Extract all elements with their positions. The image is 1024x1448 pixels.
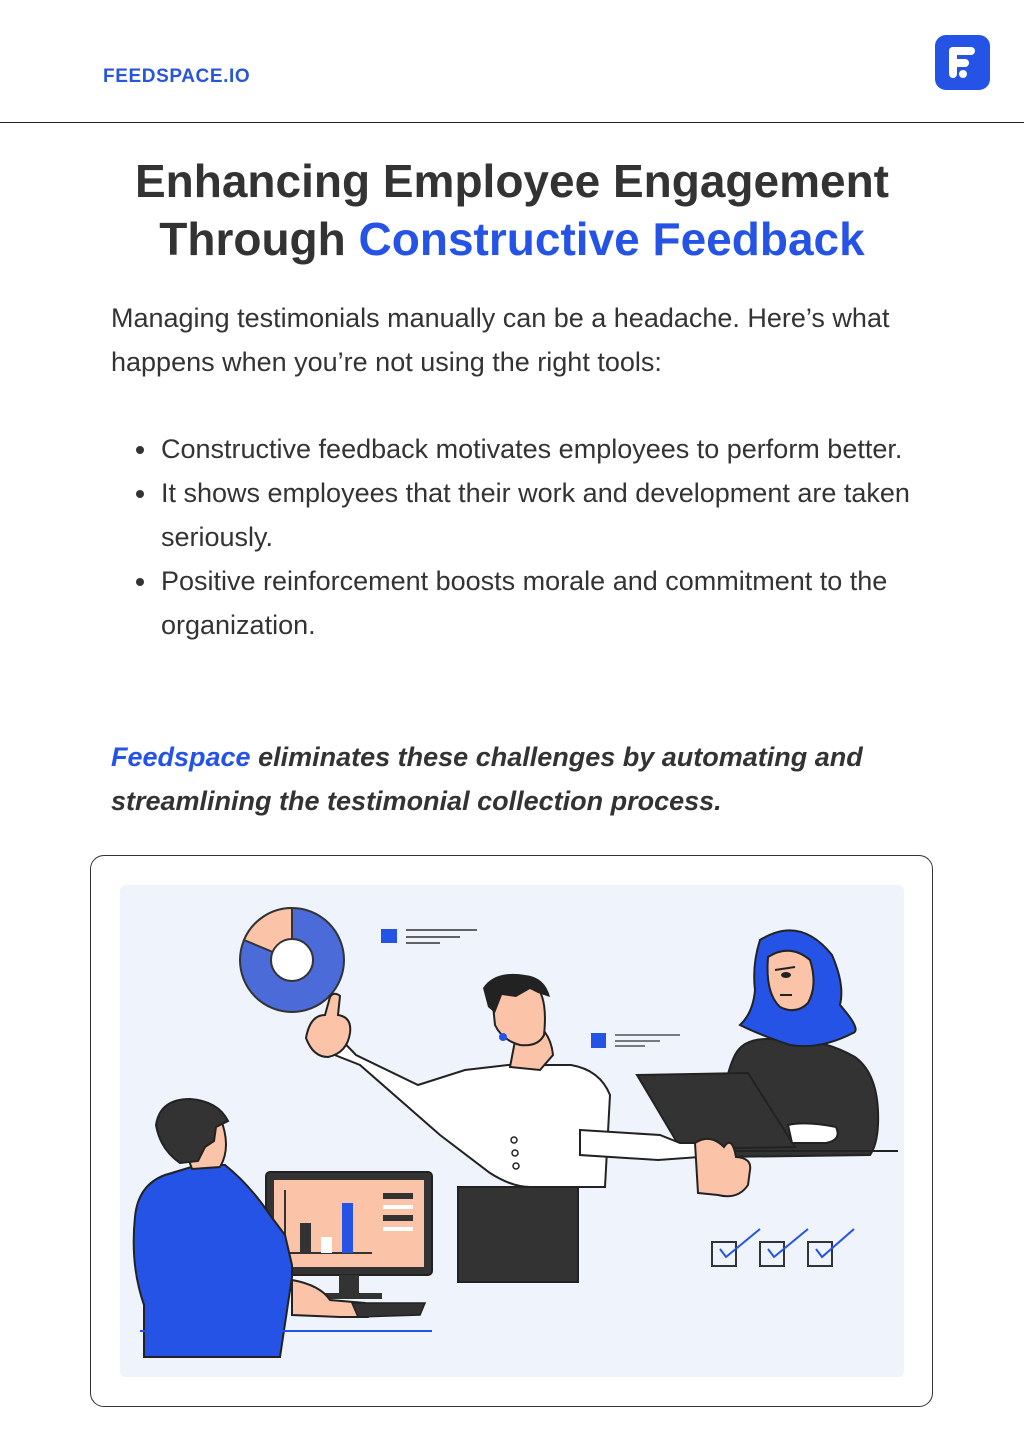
woman-with-laptop (637, 930, 898, 1157)
team-feedback-illustration (120, 885, 904, 1377)
bullet-text: It shows employees that their work and development are taken seriously. (161, 478, 910, 552)
list-item (111, 559, 911, 647)
bullet-text: Positive reinforcement boosts morale and commitment to the organization. (161, 566, 888, 640)
checkbox-icons (712, 1229, 854, 1266)
page-header (0, 0, 1024, 123)
cta-paragraph (111, 735, 931, 823)
list-item (111, 427, 911, 471)
brand-name[interactable]: FEEDSPACE.IO (103, 66, 251, 87)
bullet-icon (136, 490, 144, 498)
bullet-icon (136, 446, 144, 454)
title-highlight: Constructive Feedback (358, 213, 865, 265)
cta-text: eliminates these challenges by automating and streamlining the testimonial collection process. (111, 742, 863, 816)
bullet-icon (136, 578, 144, 586)
bullet-list (111, 427, 911, 647)
intro-paragraph: Managing testimonials manually can be a headache. Here’s what happens when you’re not using the right tools: (111, 303, 890, 377)
page-title (60, 152, 964, 268)
bullet-text: Constructive feedback motivates employees to perform better. (161, 434, 903, 464)
title-plain: Through (159, 213, 346, 265)
donut-chart-icon (240, 908, 344, 1012)
title-line-1: Enhancing Employee Engagement (134, 155, 890, 207)
list-item (111, 471, 911, 559)
cta-brand: Feedspace (111, 742, 251, 772)
feedspace-logo-icon[interactable] (935, 35, 990, 90)
